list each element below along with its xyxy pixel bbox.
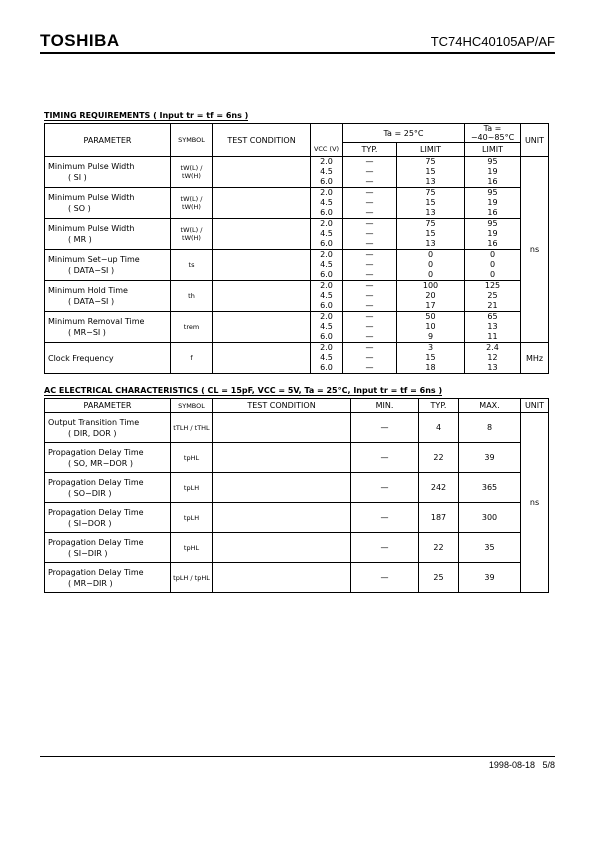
col-ta-range: Ta = −40~85°C	[465, 124, 521, 143]
param-name: Propagation Delay Time	[48, 537, 144, 547]
limit2-cell-value: 12	[487, 353, 498, 362]
limit2-cell	[465, 219, 521, 250]
limit-cell-value: 13	[425, 177, 436, 186]
footer	[489, 760, 555, 770]
param-cell	[45, 188, 171, 219]
param-detail: ( SI−DOR )	[68, 518, 112, 528]
limit2-cell-value: 95	[487, 219, 498, 228]
test-condition-cell	[213, 281, 311, 312]
typ-cell-value: —	[365, 353, 374, 362]
vcc-cell	[311, 188, 343, 219]
param-detail: ( SI )	[68, 173, 87, 182]
vcc-cell-value: 4.5	[320, 291, 333, 300]
vcc-cell-value: 2.0	[320, 250, 333, 259]
vcc-cell-value: 6.0	[320, 208, 333, 217]
ac-table	[44, 398, 549, 593]
vcc-cell-value: 4.5	[320, 353, 333, 362]
vcc-cell-value: 2.0	[320, 312, 333, 321]
col-vcc: VCC (V)	[311, 143, 343, 157]
vcc-cell-value: 6.0	[320, 239, 333, 248]
param-cell	[45, 413, 171, 443]
typ-cell	[343, 250, 397, 281]
param-cell	[45, 503, 171, 533]
typ-cell-value: —	[365, 208, 374, 217]
param-detail: ( MR−DIR )	[68, 578, 113, 588]
ac-row	[45, 563, 549, 593]
limit2-cell-value: 13	[487, 322, 498, 331]
footer-date: 1998-08-18	[488, 760, 535, 770]
limit-cell-value: 75	[425, 188, 436, 197]
limit-cell-value: 9	[427, 332, 434, 341]
ac-col-symbol: SYMBOL	[171, 399, 213, 413]
vcc-cell-value: 2.0	[320, 281, 333, 290]
typ-cell	[343, 219, 397, 250]
ac-row	[45, 443, 549, 473]
vcc-cell-value: 2.0	[320, 157, 333, 166]
ac-row	[45, 473, 549, 503]
limit-cell-value: 75	[425, 157, 436, 166]
typ-cell-value: —	[365, 322, 374, 331]
typ-cell-value: —	[365, 281, 374, 290]
limit2-cell-value: 19	[487, 229, 498, 238]
vcc-cell	[311, 281, 343, 312]
limit2-cell	[465, 343, 521, 374]
ac-col-max: MAX.	[459, 399, 521, 413]
limit-cell-value: 50	[425, 312, 436, 321]
unit-cell: ns	[521, 413, 549, 593]
param-name: Minimum Hold Time	[48, 286, 128, 295]
ac-col-unit: UNIT	[521, 399, 549, 413]
symbol-cell: tTLH / tTHL	[171, 413, 213, 443]
limit2-cell-value: 16	[487, 177, 498, 186]
symbol-cell: tpHL	[171, 533, 213, 563]
typ-cell-value: —	[365, 301, 374, 310]
typ-cell	[343, 343, 397, 374]
param-detail: ( DIR, DOR )	[68, 428, 117, 438]
typ-cell-value: —	[365, 219, 374, 228]
limit-cell	[397, 157, 465, 188]
limit-cell-value: 15	[425, 198, 436, 207]
param-name: Propagation Delay Time	[48, 567, 144, 577]
symbol-cell: f	[171, 343, 213, 374]
max-cell: 39	[459, 443, 521, 473]
symbol-cell: tpLH / tpHL	[171, 563, 213, 593]
param-cell	[45, 219, 171, 250]
timing-row	[45, 343, 549, 374]
typ-cell-value: —	[365, 167, 374, 176]
limit-cell-value: 0	[427, 250, 434, 259]
limit2-cell-value: 19	[487, 167, 498, 176]
limit2-cell	[465, 157, 521, 188]
param-name: Output Transition Time	[48, 417, 140, 427]
param-name: Minimum Removal Time	[48, 317, 145, 326]
col-ta25: Ta = 25°C	[343, 124, 465, 143]
ac-col-test-condition: TEST CONDITION	[213, 399, 351, 413]
min-cell: —	[351, 533, 419, 563]
vcc-cell	[311, 343, 343, 374]
vcc-cell-value: 6.0	[320, 301, 333, 310]
max-cell: 300	[459, 503, 521, 533]
footer-rule	[40, 756, 555, 757]
limit-cell	[397, 281, 465, 312]
typ-cell-value: —	[365, 250, 374, 259]
timing-row	[45, 281, 549, 312]
limit2-cell-value: 65	[487, 312, 498, 321]
limit2-cell-value: 16	[487, 239, 498, 248]
param-name: Minimum Pulse Width	[48, 224, 135, 233]
typ-cell-value: —	[365, 270, 374, 279]
limit-cell	[397, 312, 465, 343]
limit2-cell-value: 0	[489, 260, 496, 269]
limit2-cell-value: 13	[487, 363, 498, 372]
limit-cell-value: 100	[422, 281, 439, 290]
symbol-cell: ts	[171, 250, 213, 281]
typ-cell: 187	[419, 503, 459, 533]
unit-cell: ns	[521, 157, 549, 343]
limit-cell-value: 15	[425, 353, 436, 362]
param-cell	[45, 343, 171, 374]
footer-page: 5/8	[542, 760, 555, 770]
limit2-cell	[465, 281, 521, 312]
limit2-cell-value: 21	[487, 301, 498, 310]
limit2-cell	[465, 188, 521, 219]
limit2-cell-value: 19	[487, 198, 498, 207]
vcc-cell	[311, 219, 343, 250]
vcc-cell-value: 6.0	[320, 332, 333, 341]
ac-col-min: MIN.	[351, 399, 419, 413]
limit2-cell-value: 2.4	[486, 343, 499, 352]
param-detail: ( MR−SI )	[68, 328, 106, 337]
param-name: Clock Frequency	[48, 353, 114, 363]
vcc-cell	[311, 250, 343, 281]
typ-cell-value: —	[365, 188, 374, 197]
limit2-cell	[465, 312, 521, 343]
timing-row	[45, 219, 549, 250]
param-detail: ( SO−DIR )	[68, 488, 112, 498]
timing-row	[45, 188, 549, 219]
typ-cell-value: —	[365, 198, 374, 207]
timing-table	[44, 123, 549, 374]
param-name: Minimum Pulse Width	[48, 162, 135, 171]
min-cell: —	[351, 503, 419, 533]
limit-cell	[397, 250, 465, 281]
test-condition-cell	[213, 312, 311, 343]
param-detail: ( SI−DIR )	[68, 548, 108, 558]
param-detail: ( DATA−SI )	[68, 297, 115, 306]
limit-cell-value: 0	[427, 260, 434, 269]
timing-row	[45, 157, 549, 188]
test-condition-cell	[213, 413, 351, 443]
ac-col-parameter: PARAMETER	[45, 399, 171, 413]
limit2-cell-value: 95	[487, 188, 498, 197]
part-number: TC74HC40105AP/AF	[430, 34, 555, 49]
ac-col-typ: TYP.	[419, 399, 459, 413]
vcc-cell-value: 4.5	[320, 198, 333, 207]
symbol-cell: tpLH	[171, 473, 213, 503]
limit-cell-value: 3	[427, 343, 434, 352]
vcc-cell-value: 2.0	[320, 343, 333, 352]
typ-cell-value: —	[365, 343, 374, 352]
min-cell: —	[351, 473, 419, 503]
ac-row	[45, 413, 549, 443]
param-cell	[45, 533, 171, 563]
limit-cell	[397, 219, 465, 250]
param-name: Propagation Delay Time	[48, 507, 144, 517]
limit-cell-value: 13	[425, 208, 436, 217]
limit2-cell	[465, 250, 521, 281]
param-name: Propagation Delay Time	[48, 447, 144, 457]
test-condition-cell	[213, 563, 351, 593]
test-condition-cell	[213, 343, 311, 374]
test-condition-cell	[213, 443, 351, 473]
min-cell: —	[351, 413, 419, 443]
limit-cell-value: 15	[425, 167, 436, 176]
typ-cell-value: —	[365, 332, 374, 341]
symbol-cell: trem	[171, 312, 213, 343]
brand-logo: TOSHIBA	[40, 31, 120, 50]
typ-cell	[343, 312, 397, 343]
typ-cell-value: —	[365, 239, 374, 248]
symbol-cell: tW(L) / tW(H)	[171, 157, 213, 188]
typ-cell: 22	[419, 443, 459, 473]
typ-cell: 4	[419, 413, 459, 443]
test-condition-cell	[213, 219, 311, 250]
vcc-cell-value: 4.5	[320, 167, 333, 176]
test-condition-cell	[213, 473, 351, 503]
typ-cell: 242	[419, 473, 459, 503]
max-cell: 8	[459, 413, 521, 443]
symbol-cell: th	[171, 281, 213, 312]
vcc-cell	[311, 157, 343, 188]
typ-cell: 22	[419, 533, 459, 563]
limit2-cell-value: 0	[489, 250, 496, 259]
typ-cell-value: —	[365, 312, 374, 321]
test-condition-cell	[213, 250, 311, 281]
max-cell: 39	[459, 563, 521, 593]
min-cell: —	[351, 563, 419, 593]
limit2-cell-value: 0	[489, 270, 496, 279]
vcc-cell-value: 4.5	[320, 260, 333, 269]
vcc-cell-value: 4.5	[320, 229, 333, 238]
ac-title: AC ELECTRICAL CHARACTERISTICS ( CL = 15pF, VCC = 5V, Ta = 25°C, Input tr = tf = 6ns )	[44, 386, 443, 395]
limit-cell-value: 10	[425, 322, 436, 331]
typ-cell	[343, 281, 397, 312]
param-cell	[45, 563, 171, 593]
typ-cell-value: —	[365, 260, 374, 269]
test-condition-cell	[213, 188, 311, 219]
unit-cell: MHz	[521, 343, 549, 374]
limit2-cell-value: 25	[487, 291, 498, 300]
col-limit: LIMIT	[397, 143, 465, 157]
symbol-cell: tpLH	[171, 503, 213, 533]
vcc-cell-value: 2.0	[320, 219, 333, 228]
test-condition-cell	[213, 157, 311, 188]
limit-cell-value: 75	[425, 219, 436, 228]
param-name: Propagation Delay Time	[48, 477, 144, 487]
param-cell	[45, 157, 171, 188]
ac-row	[45, 503, 549, 533]
col-test-condition: TEST CONDITION	[213, 124, 311, 157]
param-cell	[45, 250, 171, 281]
typ-cell: 25	[419, 563, 459, 593]
col-parameter: PARAMETER	[45, 124, 171, 157]
limit-cell	[397, 343, 465, 374]
typ-cell-value: —	[365, 229, 374, 238]
param-cell	[45, 312, 171, 343]
timing-row	[45, 250, 549, 281]
param-cell	[45, 443, 171, 473]
symbol-cell: tpHL	[171, 443, 213, 473]
typ-cell-value: —	[365, 291, 374, 300]
param-name: Minimum Pulse Width	[48, 193, 135, 202]
symbol-cell: tW(L) / tW(H)	[171, 219, 213, 250]
test-condition-cell	[213, 533, 351, 563]
limit2-cell-value: 95	[487, 157, 498, 166]
timing-row	[45, 312, 549, 343]
limit2-cell-value: 125	[484, 281, 501, 290]
vcc-cell	[311, 312, 343, 343]
min-cell: —	[351, 443, 419, 473]
symbol-cell: tW(L) / tW(H)	[171, 188, 213, 219]
vcc-cell-value: 2.0	[320, 188, 333, 197]
typ-cell-value: —	[365, 177, 374, 186]
param-name: Minimum Set−up Time	[48, 255, 140, 264]
header-rule	[40, 52, 555, 54]
param-cell	[45, 473, 171, 503]
limit-cell-value: 0	[427, 270, 434, 279]
limit-cell-value: 17	[425, 301, 436, 310]
param-detail: ( DATA−SI )	[68, 266, 115, 275]
col-vcc-top	[311, 124, 343, 143]
timing-title: TIMING REQUIREMENTS ( Input tr = tf = 6ns )	[44, 111, 249, 120]
limit-cell	[397, 188, 465, 219]
test-condition-cell	[213, 503, 351, 533]
col-unit: UNIT	[521, 124, 549, 157]
max-cell: 35	[459, 533, 521, 563]
ac-row	[45, 533, 549, 563]
col-limit2: LIMIT	[465, 143, 521, 157]
param-detail: ( SO, MR−DOR )	[68, 458, 133, 468]
param-detail: ( SO )	[68, 204, 91, 213]
typ-cell	[343, 157, 397, 188]
limit2-cell-value: 16	[487, 208, 498, 217]
limit-cell-value: 18	[425, 363, 436, 372]
param-cell	[45, 281, 171, 312]
param-detail: ( MR )	[68, 235, 92, 244]
max-cell: 365	[459, 473, 521, 503]
typ-cell-value: —	[365, 363, 374, 372]
vcc-cell-value: 6.0	[320, 270, 333, 279]
limit-cell-value: 13	[425, 239, 436, 248]
limit2-cell-value: 11	[487, 332, 498, 341]
limit-cell-value: 20	[425, 291, 436, 300]
limit-cell-value: 15	[425, 229, 436, 238]
vcc-cell-value: 4.5	[320, 322, 333, 331]
col-typ: TYP.	[343, 143, 397, 157]
typ-cell-value: —	[365, 157, 374, 166]
typ-cell	[343, 188, 397, 219]
vcc-cell-value: 6.0	[320, 177, 333, 186]
vcc-cell-value: 6.0	[320, 363, 333, 372]
col-symbol: SYMBOL	[171, 124, 213, 157]
